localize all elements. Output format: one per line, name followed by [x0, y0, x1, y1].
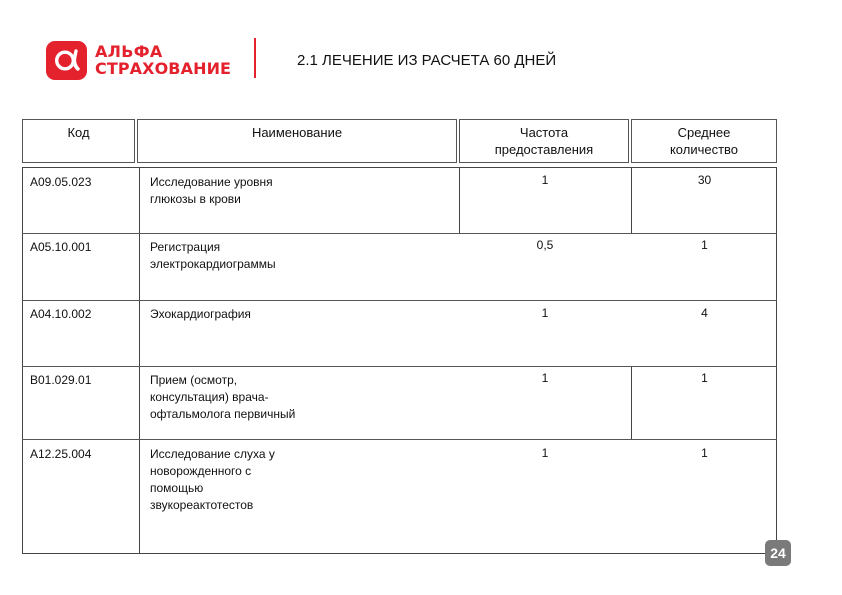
row-name-line: электрокардиограммы [150, 257, 276, 271]
row-name-line: Исследование слуха у [150, 447, 275, 461]
table-body [22, 167, 777, 554]
row-code: A05.10.001 [30, 240, 92, 254]
row-name-line: Регистрация [150, 240, 221, 254]
row-code: A09.05.023 [30, 175, 92, 189]
row-divider [22, 233, 777, 234]
row-name [150, 372, 340, 423]
row-frequency: 1 [541, 446, 549, 460]
row-frequency: 0,5 [536, 238, 554, 252]
header-frequency-line-2: предоставления [494, 142, 594, 157]
row-code: B01.029.01 [30, 373, 92, 387]
brand-line-1: АЛЬФА [95, 42, 163, 61]
row-divider [22, 439, 777, 440]
header-frequency-line-1: Частота [519, 125, 569, 140]
page-number: 24 [765, 540, 791, 566]
header-average-line-1: Среднее [677, 125, 731, 140]
header-average [631, 119, 777, 163]
row-code: A04.10.002 [30, 307, 92, 321]
row-name-line: помощью [150, 481, 204, 495]
row-average: 1 [701, 238, 708, 252]
header-name-label: Наименование [251, 125, 343, 140]
brand-name [95, 43, 231, 77]
row-divider [22, 300, 777, 301]
header-code-label: Код [67, 125, 90, 140]
row-name [150, 239, 340, 273]
row-name [150, 174, 340, 208]
column-divider [139, 167, 140, 554]
row-average: 30 [697, 173, 712, 187]
alpha-letter-icon [46, 41, 87, 80]
row-name-line: консультация) врача- [150, 390, 269, 404]
row-frequency: 1 [541, 371, 549, 385]
logo-divider [254, 38, 256, 78]
row-name-line: глюкозы в крови [150, 192, 241, 206]
header-frequency [459, 119, 629, 163]
row-divider [22, 366, 777, 367]
row-code: A12.25.004 [30, 447, 92, 461]
row-average: 1 [701, 371, 708, 385]
row-name [150, 306, 340, 323]
page-title: 2.1 ЛЕЧЕНИЕ ИЗ РАСЧЕТА 60 ДНЕЙ [297, 52, 557, 69]
row-average: 4 [701, 306, 708, 320]
row-frequency: 1 [541, 306, 549, 320]
row-name-line: Исследование уровня [150, 175, 273, 189]
brand-logo [46, 40, 231, 80]
header-name [137, 119, 457, 163]
row-name-line: Эхокардиография [150, 307, 251, 321]
row-frequency: 1 [541, 173, 549, 187]
header-average-line-2: количество [669, 142, 739, 157]
row-name-line: офтальмолога первичный [150, 407, 296, 421]
row-name-line: Прием (осмотр, [150, 373, 238, 387]
row-average: 1 [701, 446, 708, 460]
row-name-line: звукореактотестов [150, 498, 254, 512]
row-name-line: новорожденного с [150, 464, 252, 478]
brand-line-2: СТРАХОВАНИЕ [95, 59, 232, 78]
header-code [22, 119, 135, 163]
row-name [150, 446, 340, 514]
